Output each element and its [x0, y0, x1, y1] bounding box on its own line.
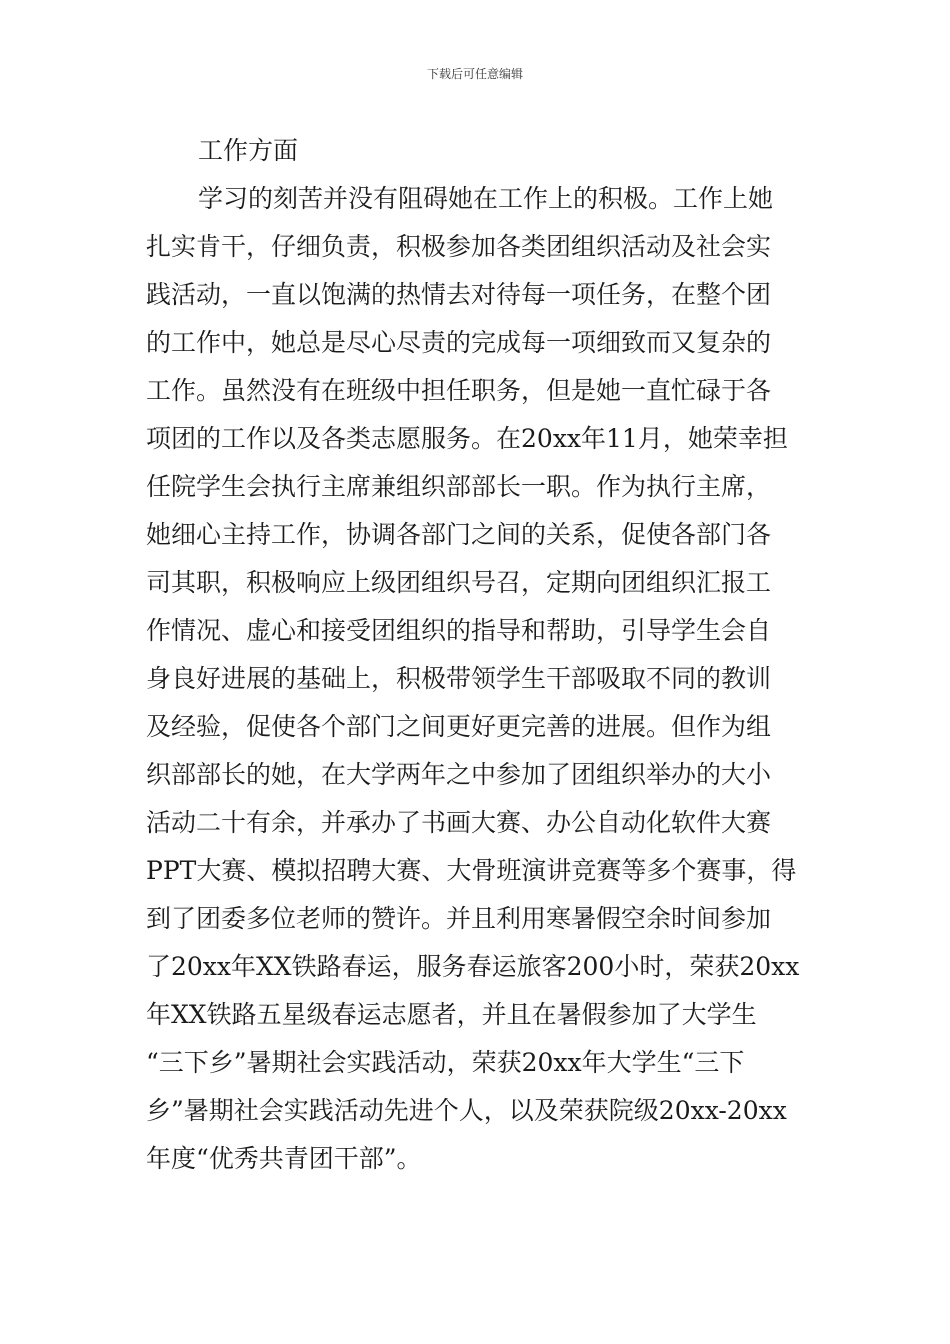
body-paragraph [146, 175, 812, 1183]
paragraph-line: “三下乡”暑期社会实践活动，荣获20xx年大学生“三下 [146, 1048, 745, 1077]
paragraph-line: PPT大赛、模拟招聘大赛、大骨班演讲竞赛等多个赛事，得 [146, 856, 797, 885]
paragraph-line: 践活动，一直以饱满的热情去对待每一项任务，在整个团 [146, 280, 772, 309]
paragraph-line: 任院学生会执行主席兼组织部部长一职。作为执行主席， [146, 472, 772, 501]
paragraph-line: 工作。虽然没有在班级中担任职务，但是她一直忙碌于各 [146, 376, 772, 405]
paragraph-line: 作情况、虚心和接受团组织的指导和帮助，引导学生会自 [146, 616, 772, 645]
paragraph-line: 扎实肯干，仔细负责，积极参加各类团组织活动及社会实 [146, 232, 772, 261]
paragraph-line: 到了团委多位老师的赞许。并且利用寒暑假空余时间参加 [146, 904, 772, 933]
paragraph-line: 了20xx年XX铁路春运，服务春运旅客200小时，荣获20xx [146, 952, 800, 981]
document-body [146, 127, 812, 1183]
section-heading: 工作方面 [198, 136, 299, 165]
paragraph-line: 的工作中，她总是尽心尽责的完成每一项细致而又复杂的 [146, 328, 772, 357]
paragraph-line: 司其职，积极响应上级团组织号召，定期向团组织汇报工 [146, 568, 772, 597]
paragraph-line: 身良好进展的基础上，积极带领学生干部吸取不同的教训 [146, 664, 772, 693]
paragraph-line: 年XX铁路五星级春运志愿者，并且在暑假参加了大学生 [146, 1000, 757, 1029]
paragraph-line: 及经验，促使各个部门之间更好更完善的进展。但作为组 [146, 712, 772, 741]
paragraph-line: 学习的刻苦并没有阻碍她在工作上的积极。工作上她 [198, 184, 774, 213]
page-header-note: 下载后可任意编辑 [426, 67, 523, 81]
paragraph-line: 活动二十有余，并承办了书画大赛、办公自动化软件大赛 [146, 808, 772, 837]
paragraph-line: 年度“优秀共青团干部”。 [146, 1144, 422, 1173]
paragraph-line: 项团的工作以及各类志愿服务。在20xx年11月，她荣幸担 [146, 424, 788, 453]
paragraph-line: 乡”暑期社会实践活动先进个人，以及荣获院级20xx-20xx [146, 1096, 787, 1125]
paragraph-line: 她细心主持工作，协调各部门之间的关系，促使各部门各 [146, 520, 772, 549]
paragraph-line: 织部部长的她，在大学两年之中参加了团组织举办的大小 [146, 760, 772, 789]
